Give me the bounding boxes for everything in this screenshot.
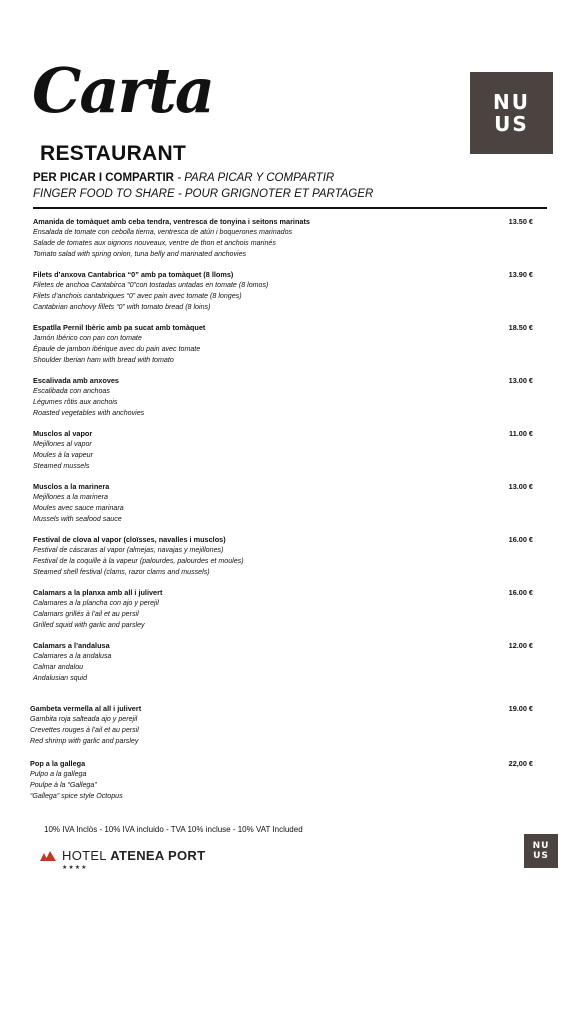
menu-item-translation: Escalibada con anchoas: [33, 387, 110, 395]
menu-item: [33, 481, 533, 525]
menu-item-translation: Shoulder Iberian ham with bread with tomato: [33, 356, 174, 364]
menu-item-price: 22,00 €: [508, 759, 533, 768]
menu-item-translation: Crevettes rouges à l’ail et au persil: [30, 726, 139, 734]
menu-item-name: Festival de clova al vapor (cloïsses, navalles i musclos): [33, 535, 226, 544]
menu-item-name: Calamars a l’andalusa: [33, 641, 110, 650]
menu-item-translation: Pulpo a la gallega: [30, 770, 87, 778]
menu-item: [33, 216, 533, 260]
menu-item-translation: Moules avec sauce marinara: [33, 504, 124, 512]
menu-item-name: Espatlla Pernil Ibèric amb pa sucat amb tomàquet: [33, 323, 206, 332]
nuus-logo-small-line2: US: [533, 851, 549, 861]
menu-item-translation: Calamares a la andalusa: [33, 652, 112, 660]
menu-item-name: Escalivada amb anxoves: [33, 376, 119, 385]
menu-item: [30, 703, 533, 747]
section-title-ca: PER PICAR I COMPARTIR: [33, 172, 174, 184]
menu-item-name: Gambeta vermella al all i julivert: [30, 704, 142, 713]
menu-item-translation: Mejillones a la marinera: [33, 493, 108, 501]
menu-item-price: 13.00 €: [508, 376, 533, 385]
menu-item-translation: Roasted vegetables with anchovies: [33, 409, 145, 417]
menu-item-translation: Salade de tomates aux oignons nouveaux, ventre de thon et anchois marinés: [33, 239, 276, 247]
menu-item-price: 18.50 €: [508, 323, 533, 332]
menu-item-price: 13.00 €: [508, 482, 533, 491]
menu-item: [33, 375, 533, 419]
menu-item: [33, 534, 533, 578]
menu-item: [33, 269, 533, 313]
menu-item-translation: Tomato salad with spring onion, tuna belly and marinated anchovies: [33, 250, 247, 258]
menu-item: [33, 322, 533, 366]
nuus-logo: [470, 72, 553, 154]
section-title-separator: -: [174, 172, 185, 184]
menu-item-translation: Calmar andalou: [33, 663, 84, 671]
nuus-logo-small-line1: NU: [532, 841, 550, 851]
menu-item: [33, 640, 533, 684]
menu-item-name: Musclos a la marinera: [33, 482, 110, 491]
hotel-brand: [40, 848, 205, 863]
menu-item-price: 16.00 €: [508, 535, 533, 544]
menu-item-translation: Cantabrian anchovy fillets “0” with tomato bread (8 loins): [33, 303, 211, 311]
menu-item-price: 16.00 €: [508, 588, 533, 597]
nuus-logo-line2: US: [494, 112, 529, 136]
menu-item-price: 12.00 €: [508, 641, 533, 650]
menu-item-name: Amanida de tomàquet amb ceba tendra, ventresca de tonyina i seitons marinats: [33, 217, 310, 226]
menu-item-translation: Légumes rôtis aux anchois: [33, 398, 118, 406]
menu-item: [33, 587, 533, 631]
section-title-es: PARA PICAR Y COMPARTIR: [184, 172, 335, 184]
section-divider: [33, 207, 547, 209]
menu-item: [30, 758, 533, 802]
nuus-logo-small: [524, 834, 558, 868]
menu-item-translation: “Gallega” spice style Octopus: [30, 792, 123, 800]
menu-item-price: 19.00 €: [508, 704, 533, 713]
hotel-mountain-icon: [40, 851, 56, 861]
hotel-prefix: HOTEL: [62, 848, 111, 863]
menu-item-translation: Festival de la coquille à la vapeur (palourdes, palourdes et moules): [33, 557, 244, 565]
menu-item: [33, 428, 533, 472]
menu-item-translation: Épaule de jambon ibérique avec du pain avec tomate: [33, 345, 201, 353]
menu-item-name: Musclos al vapor: [33, 429, 93, 438]
hotel-stars: ★★★★: [62, 865, 88, 871]
menu-item-translation: Calamares a la plancha con ajo y perejil: [33, 599, 159, 607]
menu-item-name: Filets d’anxova Cantabrica “0” amb pa tomàquet (8 lloms): [33, 270, 234, 279]
menu-item-translation: Ensalada de tomate con cebolla tierna, ventresca de atún i boquerones marinados: [33, 228, 293, 236]
menu-item-translation: Festival de cáscaras al vapor (almejas, navajas y mejillones): [33, 546, 224, 554]
vat-note: 10% IVA Inclòs - 10% IVA incluido - TVA 10% incluse - 10% VAT Included: [44, 825, 303, 834]
menu-title: Carta: [32, 54, 213, 127]
menu-item-translation: Calamars grillés à l’ail et au persil: [33, 610, 139, 618]
menu-item-translation: Jamón Ibérico con pan con tomate: [33, 334, 142, 342]
menu-item-price: 13.90 €: [508, 270, 533, 279]
menu-item-translation: Mejillones al vapor: [33, 440, 92, 448]
menu-item-translation: Steamed shell festival (clams, razor clams and mussels): [33, 568, 210, 576]
menu-item-translation: Poulpe à la “Gallega”: [30, 781, 97, 789]
menu-item-price: 11.00 €: [509, 429, 533, 438]
menu-item-translation: Red shrimp with garlic and parsley: [30, 737, 139, 745]
nuus-logo-line1: NU: [493, 90, 530, 114]
menu-item-translation: Filets d’anchois cantabriques “0” avec pain avec tomate (8 longes): [33, 292, 242, 300]
menu-item-translation: Grilled squid with garlic and parsley: [33, 621, 145, 629]
hotel-name-bold: ATENEA PORT: [110, 848, 206, 863]
menu-item-translation: Moules à la vapeur: [33, 451, 93, 459]
menu-item-translation: Mussels with seafood sauce: [33, 515, 122, 523]
section-heading: [33, 170, 553, 202]
menu-item-translation: Steamed mussels: [33, 462, 90, 470]
menu-item-name: Pop a la gallega: [30, 759, 86, 768]
hotel-name: [62, 848, 205, 863]
menu-item-translation: Andalusian squid: [33, 674, 88, 682]
menu-item-name: Calamars a la planxa amb all i julivert: [33, 588, 163, 597]
menu-item-price: 13.50 €: [508, 217, 533, 226]
menu-item-translation: Gambita roja salteada ajo y perejil: [30, 715, 138, 723]
menu-item-translation: Filetes de anchoa Cantabirca “0”con tostadas untadas en tomate (8 lomos): [33, 281, 269, 289]
menu-subtitle: RESTAURANT: [40, 142, 187, 165]
section-title-en-fr: FINGER FOOD TO SHARE - POUR GRIGNOTER ET PARTAGER: [33, 188, 374, 200]
